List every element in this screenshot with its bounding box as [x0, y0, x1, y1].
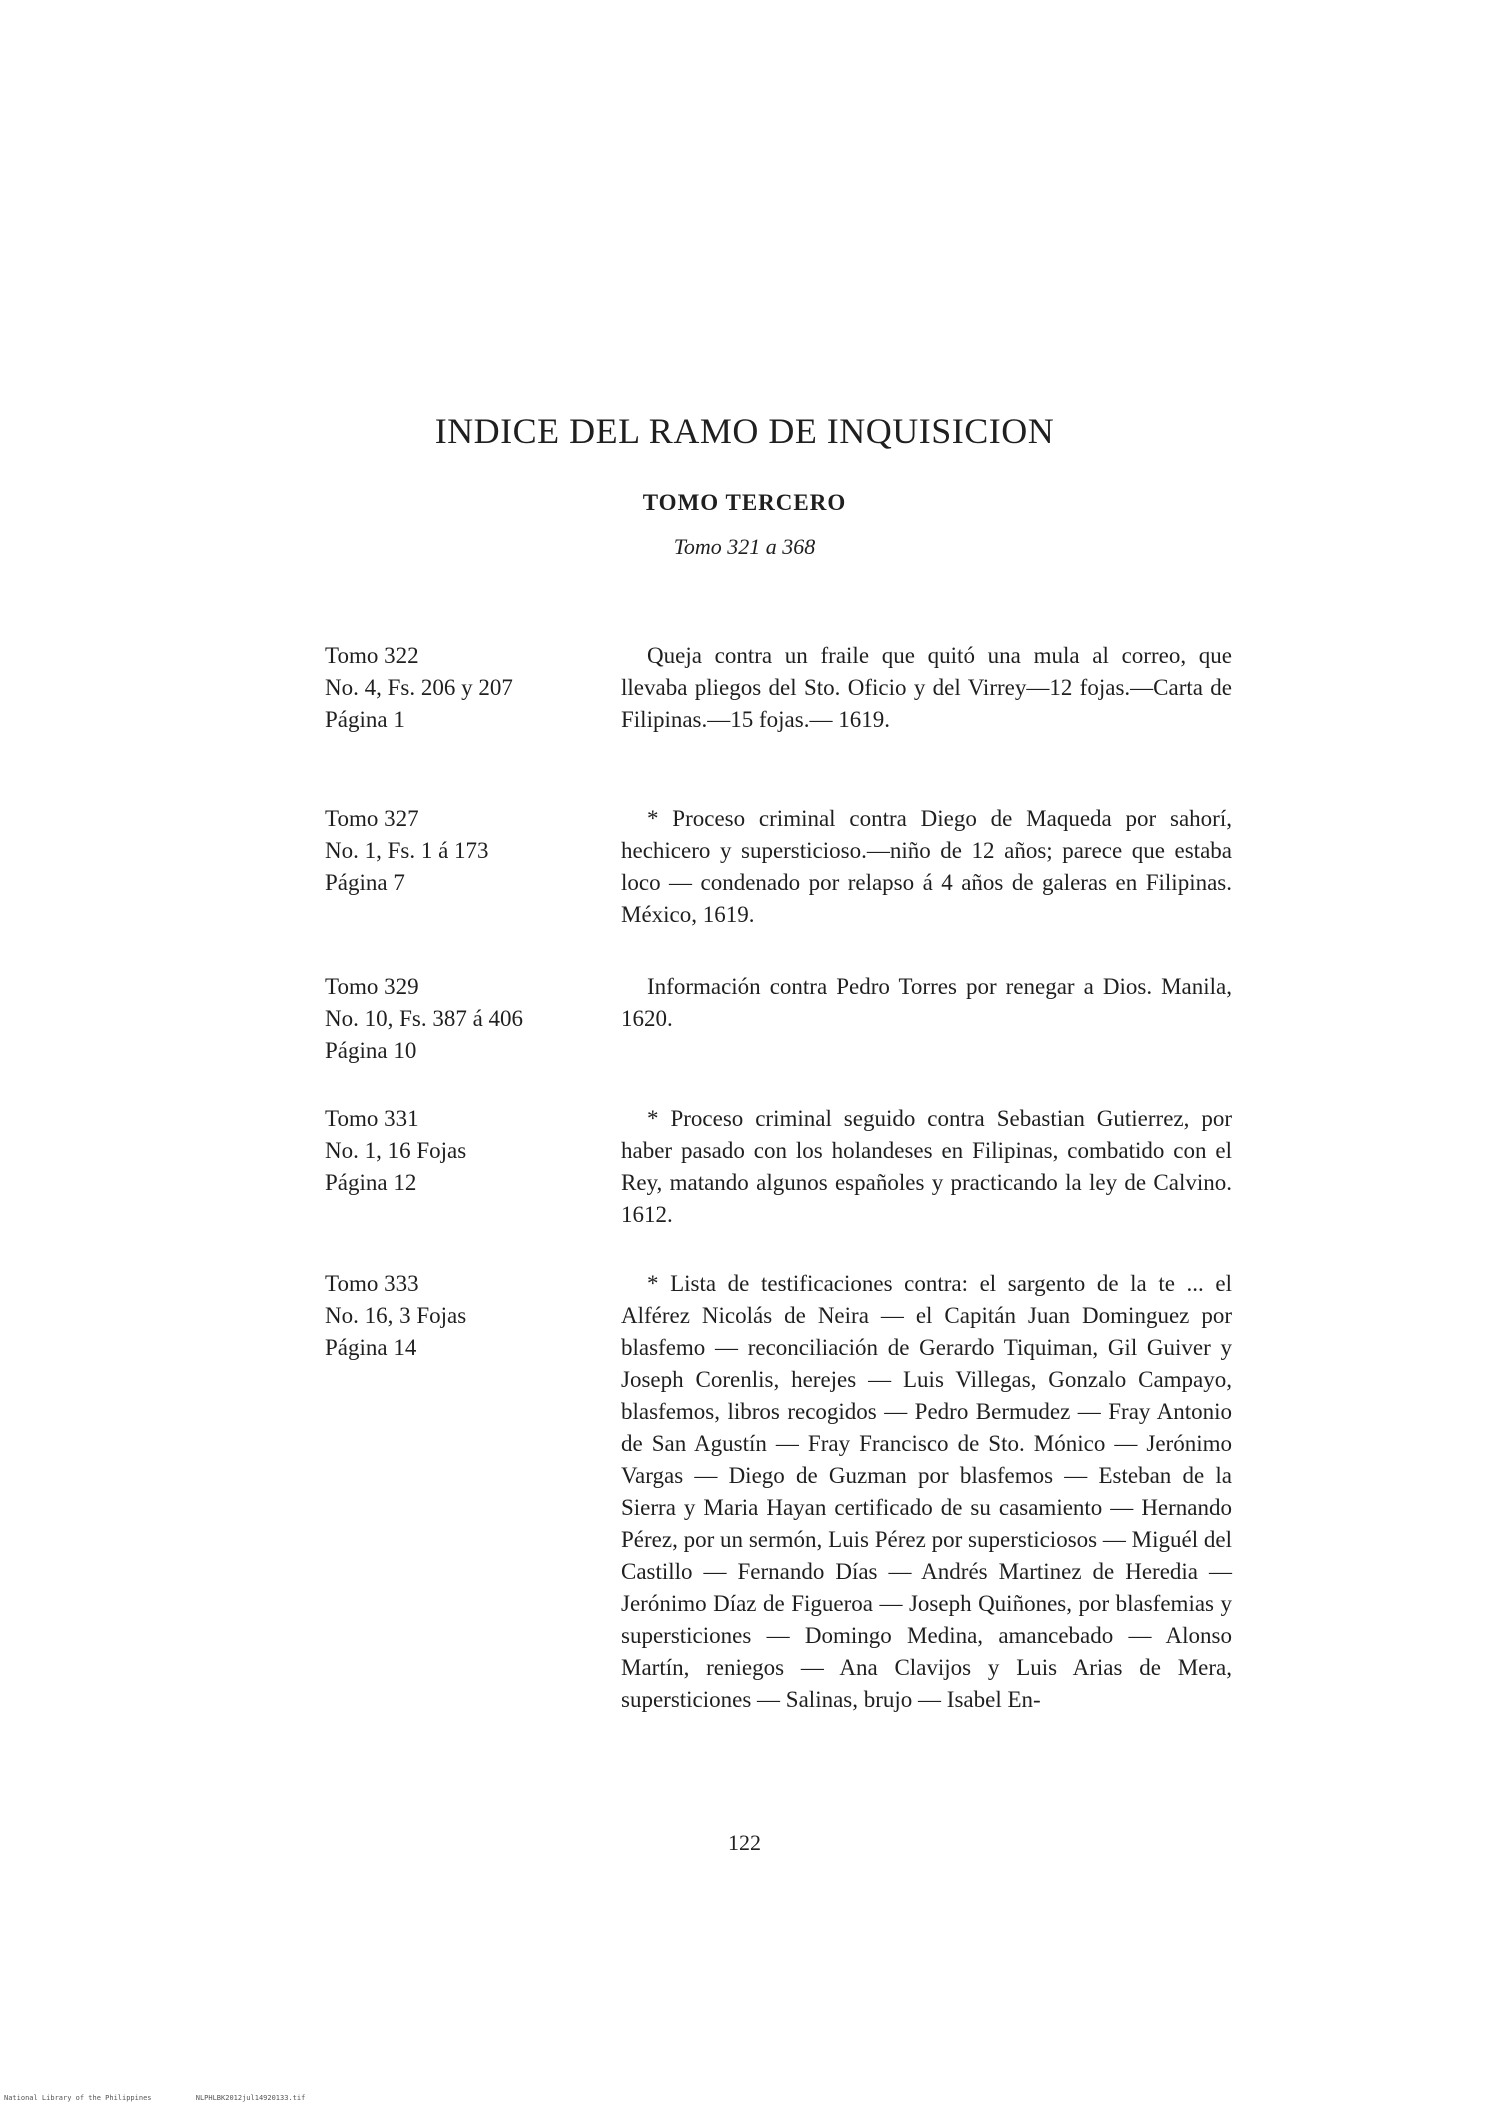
entry-numero: No. 1, Fs. 1 á 173 [325, 838, 489, 863]
entry-numero: No. 1, 16 Fojas [325, 1138, 467, 1163]
entry-pagina: Página 14 [325, 1335, 417, 1360]
entry-description: * Lista de testificaciones contra: el sargento de la te ... el Alférez Nicolás de Neira — el Capitán Juan Dominguez por blasfemo — reconciliación de Gerardo Tiquiman, Gil Guiver y Joseph Corenlis, herejes — Luis Villegas, Gonzalo Campayo, blasfemos, libros recogidos — Pedro Bermudez — Fray Antonio de San Agustín — Fray Francisco de Sto. Mónico — Jerónimo Vargas — Diego de Guzman por blasfemos — Esteban de la Sierra y Maria Hayan certificado de su casamiento — Hernando Pérez, por un sermón, Luis Pérez por supersticiosos — Miguél del Castillo — Fernando Días — Andrés Martinez de Heredia — Jerónimo Díaz de Figueroa — Joseph Quiñones, por blasfemias y supersticiones — Domingo Medina, amancebado — Alonso Martín, reniegos — Ana Clavijos y Luis Arias de Mera, supersticiones — Salinas, brujo — Isabel En- [621, 1271, 1232, 1712]
page-title: INDICE DEL RAMO DE INQUISICION [434, 411, 1055, 451]
entry-description: * Proceso criminal seguido contra Sebastian Gutierrez, por haber pasado con los holandeses en Filipinas, combatido con el Rey, matando algunos españoles y practicando la ley de Calvino. 1612. [621, 1106, 1232, 1227]
entry-tomo: Tomo 333 [325, 1271, 419, 1296]
entry-reference [325, 803, 595, 899]
scan-footer [4, 2094, 305, 2102]
entry-pagina: Página 10 [325, 1038, 417, 1063]
volume-range: Tomo 321 a 368 [673, 534, 816, 559]
entry-description: Queja contra un fraile que quitó una mula al correo, que llevaba pliegos del Sto. Oficio y del Virrey—12 fojas.—Carta de Filipinas.—15 fojas.— 1619. [621, 643, 1232, 732]
entry-reference [325, 1103, 595, 1199]
entry-pagina: Página 7 [325, 870, 405, 895]
volume-subtitle: TOMO TERCERO [642, 490, 847, 515]
entry-reference [325, 971, 595, 1067]
entry-tomo: Tomo 331 [325, 1106, 419, 1131]
entry-numero: No. 10, Fs. 387 á 406 [325, 1006, 524, 1031]
footer-filename: NLPHLBK2012jul14920133.tif [195, 2094, 306, 2102]
entry-numero: No. 4, Fs. 206 y 207 [325, 675, 513, 700]
entry-description: * Proceso criminal contra Diego de Maqueda por sahorí, hechicero y supersticioso.—niño de 12 años; parece que estaba loco — condenado por relapso á 4 años de galeras en Filipinas. México, 1619. [621, 806, 1232, 927]
page-number: 122 [728, 1830, 761, 1855]
entry-reference [325, 1268, 595, 1364]
entry-reference [325, 640, 595, 736]
entry-pagina: Página 1 [325, 707, 405, 732]
entry-tomo: Tomo 327 [325, 806, 419, 831]
entry-pagina: Página 12 [325, 1170, 417, 1195]
footer-library: National Library of the Philippines [4, 2094, 152, 2102]
entry-tomo: Tomo 329 [325, 974, 419, 999]
entry-tomo: Tomo 322 [325, 643, 419, 668]
entry-numero: No. 16, 3 Fojas [325, 1303, 467, 1328]
entry-description: Información contra Pedro Torres por renegar a Dios. Manila, 1620. [621, 974, 1232, 1031]
